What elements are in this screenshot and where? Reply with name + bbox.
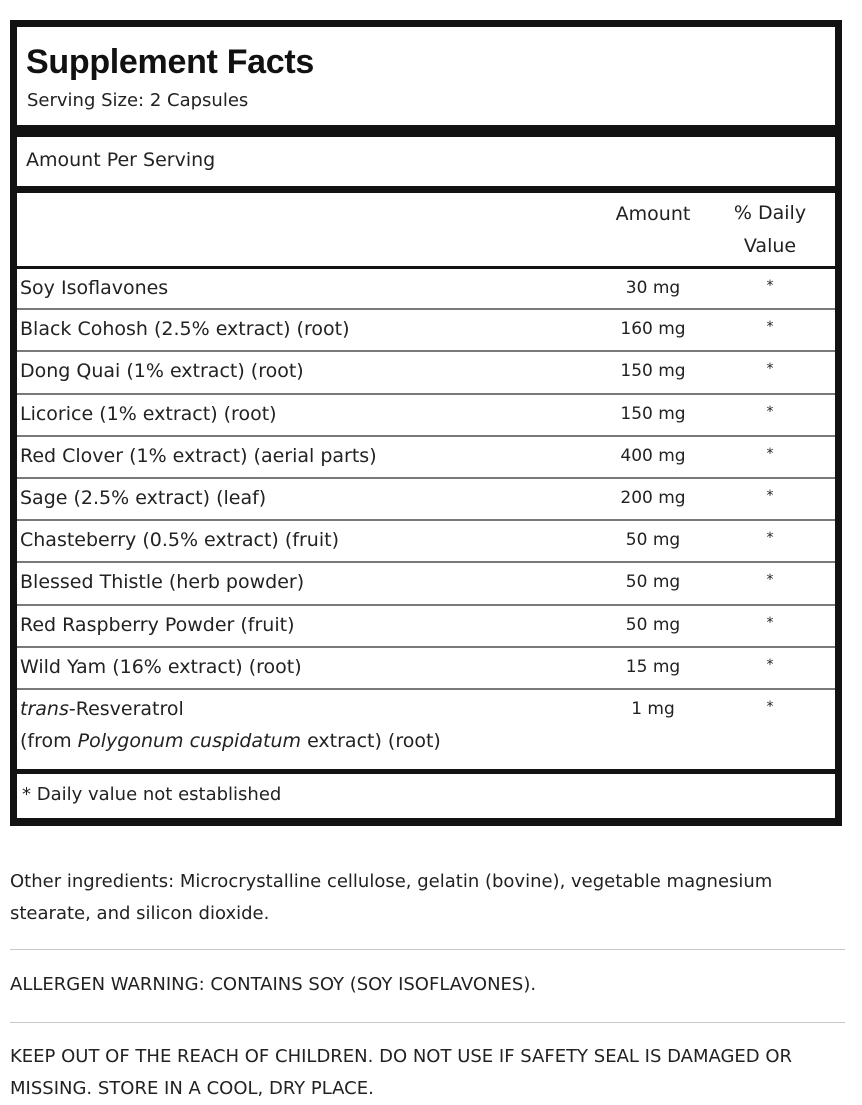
title-section — [17, 27, 835, 125]
ingredient-source — [20, 730, 441, 752]
ingredient-daily-value: * — [766, 572, 774, 589]
table-row — [17, 308, 835, 350]
ingredient-daily-value: * — [766, 530, 774, 547]
ingredient-name: Sage (2.5% extract) (leaf) — [20, 487, 267, 509]
ingredient-daily-value: * — [766, 403, 774, 420]
ingredient-amount: 1 mg — [631, 699, 675, 719]
panel-title: Supplement Facts — [26, 43, 315, 81]
ingredient-daily-value: * — [766, 699, 774, 715]
table-row — [17, 646, 835, 688]
footnote-section — [17, 774, 835, 818]
ingredient-amount: 200 mg — [620, 488, 686, 508]
ingredient-name: Licorice (1% extract) (root) — [20, 402, 277, 425]
table-row — [17, 393, 835, 435]
ingredient-daily-value: * — [766, 319, 774, 336]
ingredient-name: Black Cohosh (2.5% extract) (root) — [20, 318, 350, 341]
ingredient-daily-value: * — [766, 445, 774, 462]
ingredient-amount: 150 mg — [620, 403, 686, 424]
source-close: extract) (root) — [301, 730, 441, 752]
ingredient-daily-value: * — [766, 361, 774, 378]
amount-per-serving-label: Amount Per Serving — [26, 149, 216, 171]
ingredient-daily-value: * — [766, 656, 774, 673]
ingredient-name: Red Clover (1% extract) (aerial parts) — [20, 444, 377, 467]
table-row — [17, 688, 835, 768]
ingredient-name: Soy Isoflavones — [20, 277, 169, 299]
daily-value-column-header — [715, 197, 825, 263]
ingredient-name: Dong Quai (1% extract) (root) — [20, 360, 304, 383]
ingredient-amount: 30 mg — [625, 278, 681, 298]
ingredient-name — [20, 698, 184, 720]
ingredient-amount: 400 mg — [620, 445, 686, 466]
serving-size: Serving Size: 2 Capsules — [27, 90, 249, 111]
daily-value-header-line2: Value — [743, 235, 797, 257]
daily-value-header-line1: % Daily — [733, 202, 807, 224]
table-row — [17, 435, 835, 477]
source-open: (from — [20, 730, 78, 752]
allergen-warning: ALLERGEN WARNING: CONTAINS SOY (SOY ISOFLAVONES). — [10, 974, 537, 995]
supplement-facts-panel — [10, 20, 842, 826]
source-species: Polygonum cuspidatum — [77, 730, 302, 752]
ingredient-amount: 50 mg — [625, 572, 681, 593]
ingredient-amount: 160 mg — [620, 319, 686, 340]
ingredient-daily-value: * — [766, 278, 774, 294]
safety-warning: KEEP OUT OF THE REACH OF CHILDREN. DO NOT USE IF SAFETY SEAL IS DAMAGED OR MISSING. STORE IN A COOL, DRY PLACE. — [10, 1046, 793, 1099]
table-row — [17, 561, 835, 603]
table-row — [17, 266, 835, 308]
ingredient-name: Red Raspberry Powder (fruit) — [20, 613, 295, 636]
ingredient-name: Wild Yam (16% extract) (root) — [20, 655, 302, 678]
ingredient-daily-value: * — [766, 488, 774, 504]
ingredients-table — [17, 193, 835, 769]
ingredient-name: Chasteberry (0.5% extract) (fruit) — [20, 529, 339, 552]
table-row — [17, 350, 835, 392]
table-row — [17, 477, 835, 519]
ingredient-name-rest: -Resveratrol — [68, 698, 184, 720]
ingredient-amount: 150 mg — [620, 361, 686, 382]
ingredient-amount: 50 mg — [625, 614, 681, 635]
amount-per-serving-section — [17, 137, 835, 186]
amount-column-header: Amount — [615, 203, 691, 225]
ingredient-name: Blessed Thistle (herb powder) — [20, 571, 305, 594]
ingredient-daily-value: * — [766, 614, 774, 631]
divider — [10, 1022, 845, 1023]
table-row — [17, 604, 835, 646]
divider — [10, 949, 845, 950]
table-row — [17, 519, 835, 561]
ingredient-amount: 15 mg — [625, 656, 681, 677]
footnote: * Daily value not established — [22, 784, 282, 805]
other-ingredients: Other ingredients: Microcrystalline cellulose, gelatin (bovine), vegetable magnesium stearate, and silicon dioxide. — [10, 871, 773, 924]
ingredient-amount: 50 mg — [625, 530, 681, 551]
ingredient-name-italic: trans — [20, 698, 69, 720]
